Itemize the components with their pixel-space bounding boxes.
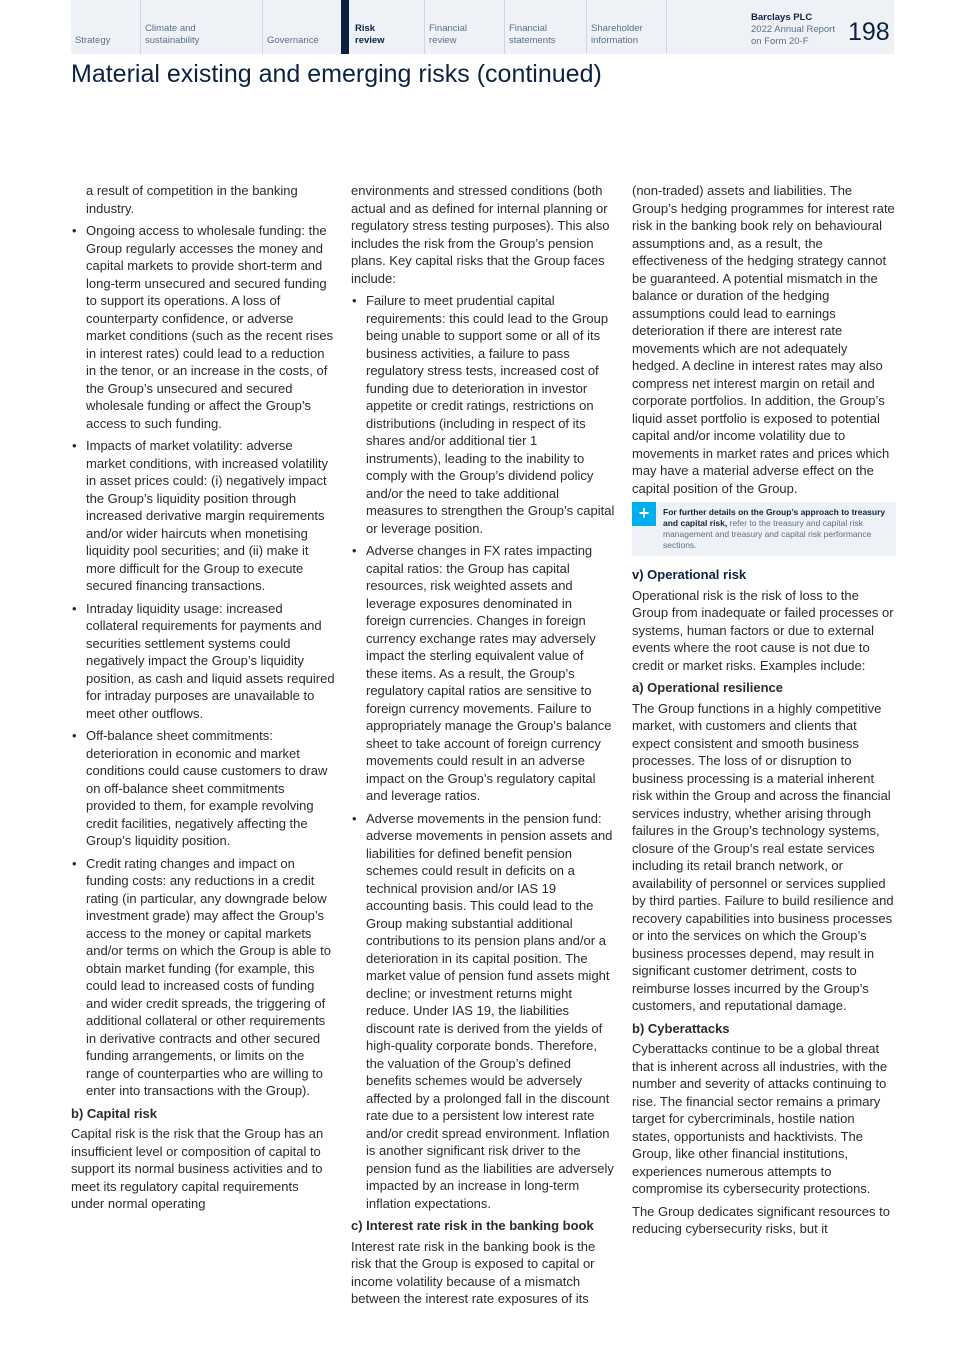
list-item: • Impacts of market volatility: adverse market conditions, with increased volatility in asset prices could: (i) negatively impact the Group’s liquidity position through increased derivative margin requirements and/or wider haircuts when monetising liquidity pool securities; and (ii) make it more difficult for the Group to execute secured financing transactions. (71, 437, 335, 595)
details-text: refer to the treasury and capital risk management and treasury and capital risk performance sections. (663, 518, 872, 550)
report-subtitle: on Form 20-F (751, 36, 809, 47)
heading-operational-resilience: a) Operational resilience (632, 680, 784, 695)
heading-capital-risk: b) Capital risk (71, 1105, 157, 1121)
tab-shareholder-information[interactable]: Shareholder information (586, 0, 666, 54)
column-2 (351, 182, 615, 1313)
nav-divider (666, 0, 667, 54)
company-name: Barclays PLC (751, 12, 813, 23)
report-info (751, 12, 835, 48)
paragraph: Operational risk is the risk of loss to the Group from inadequate or failed processes or systems, human factors or due to external events where the root cause is not due to credit or market risks. Examples include: (632, 587, 894, 673)
capital-risk-list (351, 292, 615, 1212)
top-navigation (71, 0, 894, 54)
tab-risk-review[interactable]: Risk review (355, 23, 385, 46)
paragraph: environments and stressed conditions (both actual and as defined for internal planning or regulatory stress testing purposes). This also includes the risk from the Group’s pension plans. Key capital risks that the Group faces include: (351, 183, 610, 286)
page-title: Material existing and emerging risks (continued) (71, 60, 602, 88)
tab-climate-sustainability[interactable]: Climate and sustainability (140, 0, 262, 54)
list-item: • Credit rating changes and impact on funding costs: any reductions in a credit rating (in particular, any downgrade below investment grade) may affect the Group’s access to the money or capital markets and/or terms on which the Group is able to obtain market funding (for example, this could lead to increased costs of funding and wider credit spreads, the triggering of additional collateral or other requirements in derivative contracts and other secured funding arrangements, or limits on the range of counterparties who are willing to enter into transactions with the Group). (71, 855, 335, 1100)
plus-icon: + (632, 502, 656, 526)
heading-interest-rate-risk: c) Interest rate risk in the banking book (351, 1218, 594, 1233)
further-details-box[interactable] (632, 502, 896, 556)
active-tab-indicator (341, 0, 349, 54)
heading-cyberattacks: b) Cyberattacks (632, 1020, 730, 1036)
page-number: 198 (848, 18, 890, 46)
paragraph: Cyberattacks continue to be a global threat that is inherent across all industries, with the number and severity of attacks continuing to rise. The financial sector remains a primary target for cybercriminals, hostile nation states, opportunists and hacktivists. The Group, like other financial institutions, experiences numerous attempts to compromise its cybersecurity protections. (632, 1041, 888, 1196)
tab-governance[interactable]: Governance (262, 0, 341, 54)
paragraph: The Group dedicates significant resources to reducing cybersecurity risks, but it (632, 1203, 890, 1236)
liquidity-risk-list (71, 222, 335, 1100)
column-1 (71, 182, 335, 1218)
paragraph: The Group functions in a highly competitive market, with customers and clients that expect consistent and smooth business processes. The loss of or disruption to business processing is a material inherent risk within the Group and across the financial services industry, whether arising through failures in the Group’s technology systems, closure of the Group’s real estate services including its retail branch network, or availability of personnel or services supplied by third parties. Failure to build resilience and recovery capabilities into business processes or into the services on which the Group’s business processes depend, may result in significant customer detriment, costs to reimburse losses incurred by the Group’s customers, and reputational damage. (632, 700, 894, 1013)
report-title: 2022 Annual Report (751, 24, 835, 35)
tab-financial-review[interactable]: Financial review (424, 0, 504, 54)
list-item: • Ongoing access to wholesale funding: the Group regularly accesses the money and capital markets to provide short-term and long-term unsecured and secured funding to support its operations. A loss of counterparty confidence, or adverse market conditions (such as the recent rises in interest rates) could lead to a reduction in the tenor, or an increase in the costs, of the Group’s unsecured and secured wholesale funding or affect the Group’s access to such funding. (71, 222, 335, 432)
list-item: • Off-balance sheet commitments: deterioration in economic and market conditions could cause customers to draw on off-balance sheet commitments provided to them, for example revolving credit facilities, negatively affecting the Group’s liquidity position. (71, 727, 335, 850)
list-item: • Adverse changes in FX rates impacting capital ratios: the Group has capital resources, risk weighted assets and leverage exposures denominated in foreign currencies. Changes in foreign currency exchange rates may adversely impact the sterling equivalent value of these items. As a result, the Group’s regulatory capital ratios are sensitive to foreign currency movements. Failure to appropriately manage the Group’s balance sheet to take account of foreign currency movements could result in an adverse impact on the Group’s regulatory capital and leverage ratios. (351, 542, 615, 805)
list-item: • Intraday liquidity usage: increased collateral requirements for payments and securities settlement systems could negatively impact the Group’s liquidity position, as cash and liquid assets required for intraday purposes are unavailable to meet other outflows. (71, 600, 335, 723)
paragraph: (non-traded) assets and liabilities. The Group’s hedging programmes for interest rate risk in the banking book rely on behavioural assumptions and, as a result, the effectiveness of the hedging strategy cannot be guaranteed. A potential mismatch in the balance or duration of the hedging assumptions could lead to earnings deterioration if there are interest rate movements which are not adequately hedged. A decline in interest rates may also compress net interest margin on retail and corporate portfolios. In addition, the Group’s liquid asset portfolio is exposed to potential capital and/or income volatility due to movements in market rates and prices which may have a material adverse effect on the capital position of the Group. (632, 183, 895, 496)
list-item: • Adverse movements in the pension fund: adverse movements in pension assets and liabilities for defined benefit pension schemes could result in deficits on a technical provision and/or IAS 19 accounting basis. This could lead to the Group making substantial additional contributions to its pension plans and/or a deterioration in its capital position. The market value of pension fund assets might decline; or investment returns might reduce. Under IAS 19, the liabilities discount rate is derived from the yields of high-quality corporate bonds. Therefore, the valuation of the Group’s defined benefits schemes would be adversely affected by a prolonged fall in the discount rate due to a persistent low interest rate and/or credit spread environment. Inflation is another significant risk driver to the pension fund as the liabilities are adversely impacted by an increase in long-term inflation expectations. (351, 810, 615, 1213)
list-item: • Failure to meet prudential capital requirements: this could lead to the Group being unable to support some or all of its business activities, a failure to pass regulatory stress tests, increased cost of funding due to deterioration in investor appetite or credit ratings, restrictions on distributions (including in respect of its shares and/or additional tier 1 instruments), leading to the inability to comply with the Group’s dividend policy and/or the need to take additional measures to strengthen the Group’s capital or leverage position. (351, 292, 615, 537)
column-3 (632, 182, 896, 1243)
tab-strategy[interactable]: Strategy (75, 35, 111, 46)
paragraph: Interest rate risk in the banking book is the risk that the Group is exposed to capital or income volatility because of a mismatch between the interest rate exposures of its (351, 1238, 596, 1306)
paragraph: Capital risk is the risk that the Group has an insufficient level or composition of capital to support its normal business activities and to meet its regulatory capital requirements under normal operating (71, 1126, 324, 1211)
paragraph: a result of competition in the banking industry. (86, 183, 298, 216)
tab-financial-statements[interactable]: Financial statements (504, 0, 586, 54)
details-bold-text: For further details on the Group’s approach to treasury and capital risk, (663, 507, 886, 528)
heading-operational-risk: v) Operational risk (632, 567, 747, 582)
